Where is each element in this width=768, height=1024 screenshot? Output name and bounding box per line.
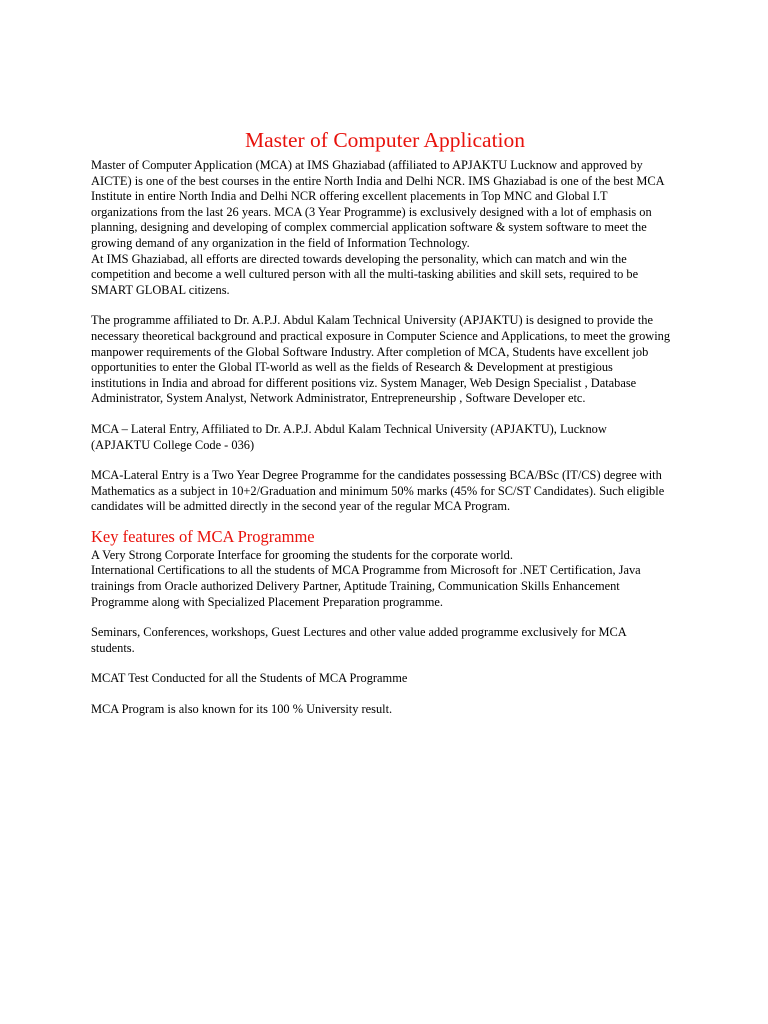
paragraph-spacer bbox=[91, 407, 679, 422]
paragraph-spacer bbox=[91, 687, 679, 702]
paragraph-spacer bbox=[91, 515, 679, 526]
seminars-paragraph: Seminars, Conferences, workshops, Guest Lectures and other value added programme exclusively for MCA students. bbox=[91, 625, 627, 655]
paragraph-spacer bbox=[91, 298, 679, 313]
paragraph-spacer bbox=[91, 656, 679, 671]
document-title: Master of Computer Application bbox=[244, 128, 526, 152]
key-features-heading: Key features of MCA Programme bbox=[91, 526, 315, 546]
programme-paragraph: The programme affiliated to Dr. A.P.J. Abdul Kalam Technical University (APJAKTU) is designed to provide the necessary theoretical background and practical exposure in Computer Science and Applications, to meet the growing manpower requirements of the Global Software Industry. After completion of MCA, Students have excellent job opportunities to enter the Global IT-world as well as the fields of Research & Development at prestigious institutions in India and abroad for different positions viz. System Manager, Web Design Specialist , Database Administrator, System Analyst, Network Administrator, Entrepreneurship , Software Developer etc. bbox=[91, 313, 671, 406]
mcat-paragraph: MCAT Test Conducted for all the Students of MCA Programme bbox=[91, 671, 408, 686]
document-page bbox=[91, 126, 679, 718]
lateral-entry-details-paragraph: MCA-Lateral Entry is a Two Year Degree Programme for the candidates possessing BCA/BSc (IT/CS) degree with Mathematics as a subject in 10+2/Graduation and minimum 50% marks (45% for SC/ST Candidates). Such eligible candidates will be admitted directly in the second year of the regular MCA Program. bbox=[91, 468, 665, 514]
paragraph-spacer bbox=[91, 610, 679, 625]
result-paragraph: MCA Program is also known for its 100 % University result. bbox=[91, 702, 393, 717]
key-features-paragraph: A Very Strong Corporate Interface for grooming the students for the corporate world. International Certifications to all the students of MCA Programme from Microsoft for .NET Certification, Java trainings from Oracle authorized Delivery Partner, Aptitude Training, Communication Skills Enhancement Programme along with Specialized Placement Preparation programme. bbox=[91, 547, 641, 609]
paragraph-spacer bbox=[91, 453, 679, 468]
intro-paragraph: Master of Computer Application (MCA) at IMS Ghaziabad (affiliated to APJAKTU Lucknow and approved by AICTE) is one of the best courses in the entire North India and Delhi NCR. IMS Ghaziabad is one of the best MCA Institute in entire North India and Delhi NCR offering excellent placements in Top MNC and Global I.T organizations from the last 26 years. MCA (3 Year Programme) is exclusively designed with a lot of emphasis on planning, designing and developing of complex commercial application software & system software to meet the growing demand of any organization in the field of Information Technology. At IMS Ghaziabad, all efforts are directed towards developing the personality, which can match and win the competition and become a well cultured person with all the multi-tasking abilities and skill sets, required to be SMART GLOBAL citizens. bbox=[91, 158, 665, 297]
lateral-entry-affiliation-paragraph: MCA – Lateral Entry, Affiliated to Dr. A.P.J. Abdul Kalam Technical University (APJAKTU), Lucknow (APJAKTU College Code - 036) bbox=[91, 421, 607, 452]
